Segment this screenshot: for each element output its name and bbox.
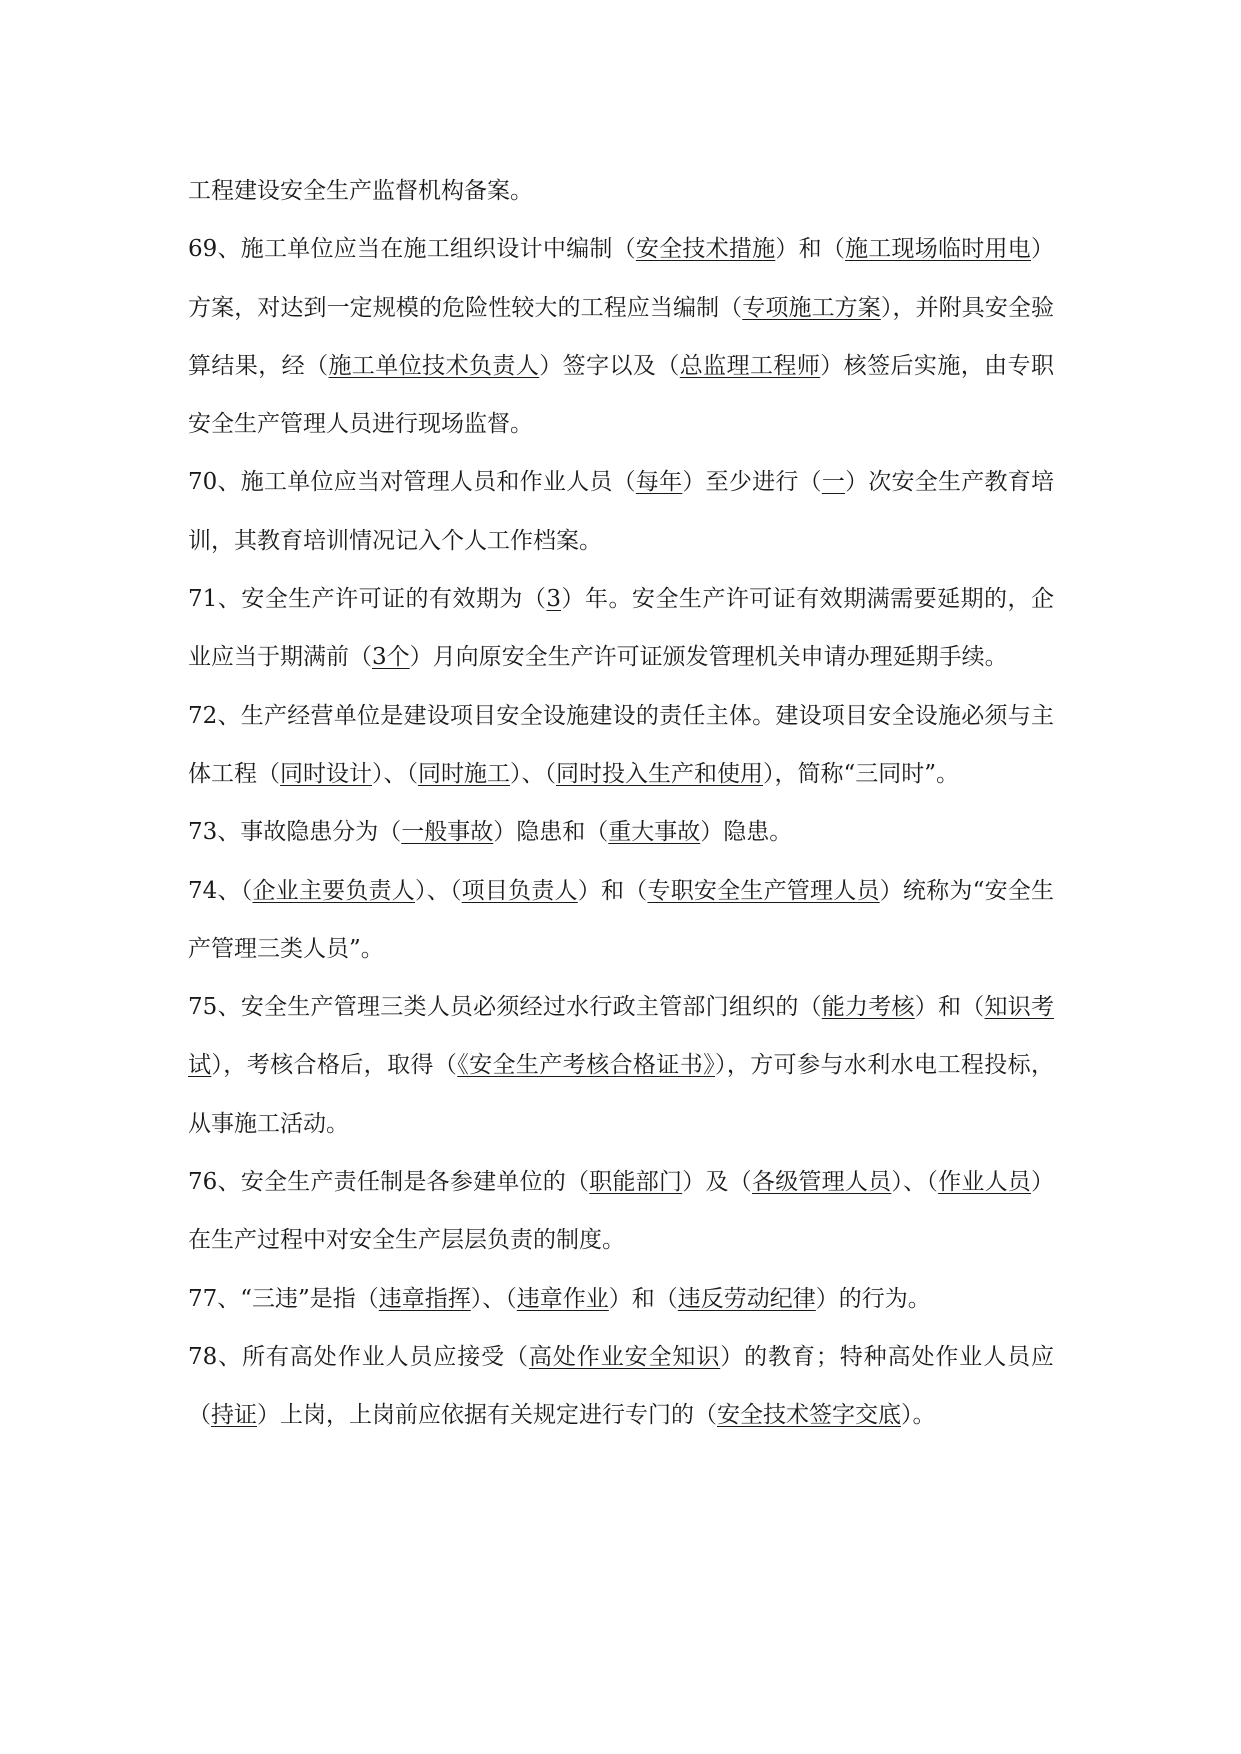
body-text: ）的行为。 [815, 1285, 931, 1312]
body-text: 71、安全生产许可证的有效期为（ [188, 586, 547, 613]
answer-text: 能力考核 [821, 994, 915, 1021]
body-text: ）签字以及（ [539, 352, 680, 379]
answer-text: 职能部门 [589, 1169, 683, 1196]
answer-text: 持证 [211, 1402, 257, 1429]
document-body [188, 162, 1054, 1445]
answer-text: 3个 [372, 644, 410, 671]
body-text: 73、事故隐患分为（ [188, 819, 402, 846]
body-text: ）在生产过程中对安全生产层层负责的制度。 [188, 1169, 1055, 1254]
body-text: ）的教育；特种高处作业人员应（ [188, 1343, 1054, 1429]
body-text: 70、施工单位应当对管理人员和作业人员（ [188, 469, 636, 496]
answer-text: 各级管理人员 [751, 1169, 892, 1196]
paragraph [188, 803, 1054, 861]
paragraph [188, 162, 1054, 220]
answer-text: 同时投入生产和使用 [556, 760, 763, 787]
body-text: ）和（ [577, 877, 648, 904]
answer-text: 高处作业安全知识 [528, 1343, 721, 1370]
answer-text: 施工现场临时用电 [845, 236, 1031, 263]
body-text: ）和（ [914, 994, 985, 1021]
paragraph [188, 687, 1054, 804]
body-text: 78、所有高处作业人员应接受（ [188, 1343, 529, 1370]
body-text: 76、安全生产责任制是各参建单位的（ [188, 1169, 590, 1196]
answer-text: 安全技术签字交底 [717, 1402, 901, 1429]
answer-text: 《安全生产考核合格证书》 [457, 1052, 715, 1079]
answer-text: 安全技术措施 [635, 236, 776, 263]
paragraph [188, 862, 1054, 979]
body-text: ）及（ [682, 1169, 752, 1196]
body-text: ）统称为“安全生产管理三类人员”。 [188, 877, 1055, 962]
answer-text: 企业主要负责人 [252, 877, 415, 904]
answer-text: 同时设计 [280, 760, 372, 787]
paragraph [188, 1153, 1054, 1270]
answer-text: 重大事故 [608, 819, 701, 846]
body-text: ）年。安全生产许可证有效期满需要延期的，企业应当于期满前（ [188, 586, 1054, 671]
answer-text: 同时施工 [418, 760, 510, 787]
body-text: ）和（ [608, 1285, 678, 1312]
body-text: ）次安全生产教育培训，其教育培训情况记入个人工作档案。 [188, 469, 1054, 554]
body-text: ）、（ [470, 1285, 517, 1312]
body-text: ），并附具安全验算结果，经（ [188, 294, 1055, 379]
body-text: ）上岗，上岗前应依据有关规定进行专门的（ [257, 1402, 717, 1429]
answer-text: 知识考试 [188, 994, 1054, 1079]
body-text: ）、（ [415, 877, 462, 904]
answer-text: 专职安全生产管理人员 [647, 877, 880, 904]
answer-text: 违反劳动纪律 [677, 1285, 816, 1312]
paragraph [188, 570, 1054, 687]
answer-text: 一 [821, 469, 846, 496]
answer-text: 施工单位技术负责人 [328, 352, 540, 379]
body-text: 74、（ [188, 877, 253, 904]
answer-text: 一般事故 [401, 819, 494, 846]
body-text: ），方可参与水利水电工程投标，从事施工活动。 [188, 1052, 1055, 1137]
body-text: 69、施工单位应当在施工组织设计中编制（ [188, 236, 636, 263]
body-text: ）和（ [775, 236, 846, 263]
paragraph [188, 1328, 1054, 1445]
body-text: ）至少进行（ [682, 469, 822, 496]
body-text: ）核签后实施，由专职安全生产管理人员进行现场监督。 [188, 352, 1055, 438]
answer-text: 3 [546, 586, 562, 613]
paragraph [188, 1270, 1054, 1328]
body-text: 77、“三违”是指（ [188, 1285, 379, 1312]
answer-text: 每年 [635, 469, 683, 496]
body-text: ）。 [901, 1402, 936, 1429]
answer-text: 违章作业 [516, 1285, 609, 1312]
body-text: ）月向原安全生产许可证颁发管理机关申请办理延期手续。 [409, 644, 1008, 671]
body-text: ）、（ [891, 1169, 939, 1196]
body-text: ）方案，对达到一定规模的危险性较大的工程应当编制（ [188, 236, 1054, 321]
paragraph [188, 978, 1054, 1153]
body-text: ）隐患和（ [493, 819, 609, 846]
body-text: ）隐患。 [700, 819, 793, 846]
body-text: ），简称“三同时”。 [763, 760, 960, 787]
answer-text: 专项施工方案 [742, 294, 881, 321]
paragraph [188, 453, 1054, 570]
body-text: 工程建设安全生产监督机构备案。 [188, 178, 533, 204]
answer-text: 违章指挥 [378, 1285, 471, 1312]
body-text: ）、（ [510, 760, 556, 787]
body-text: 75、安全生产管理三类人员必须经过水行政主管部门组织的（ [188, 994, 822, 1021]
answer-text: 作业人员 [938, 1169, 1032, 1196]
body-text: ），考核合格后，取得（ [211, 1052, 458, 1079]
answer-text: 总监理工程师 [679, 352, 821, 379]
paragraph [188, 220, 1054, 453]
body-text: ）、（ [372, 760, 418, 787]
answer-text: 项目负责人 [461, 877, 578, 904]
body-text: 72、生产经营单位是建设项目安全设施建设的责任主体。建设项目安全设施必须与主体工程（ [188, 702, 1054, 787]
